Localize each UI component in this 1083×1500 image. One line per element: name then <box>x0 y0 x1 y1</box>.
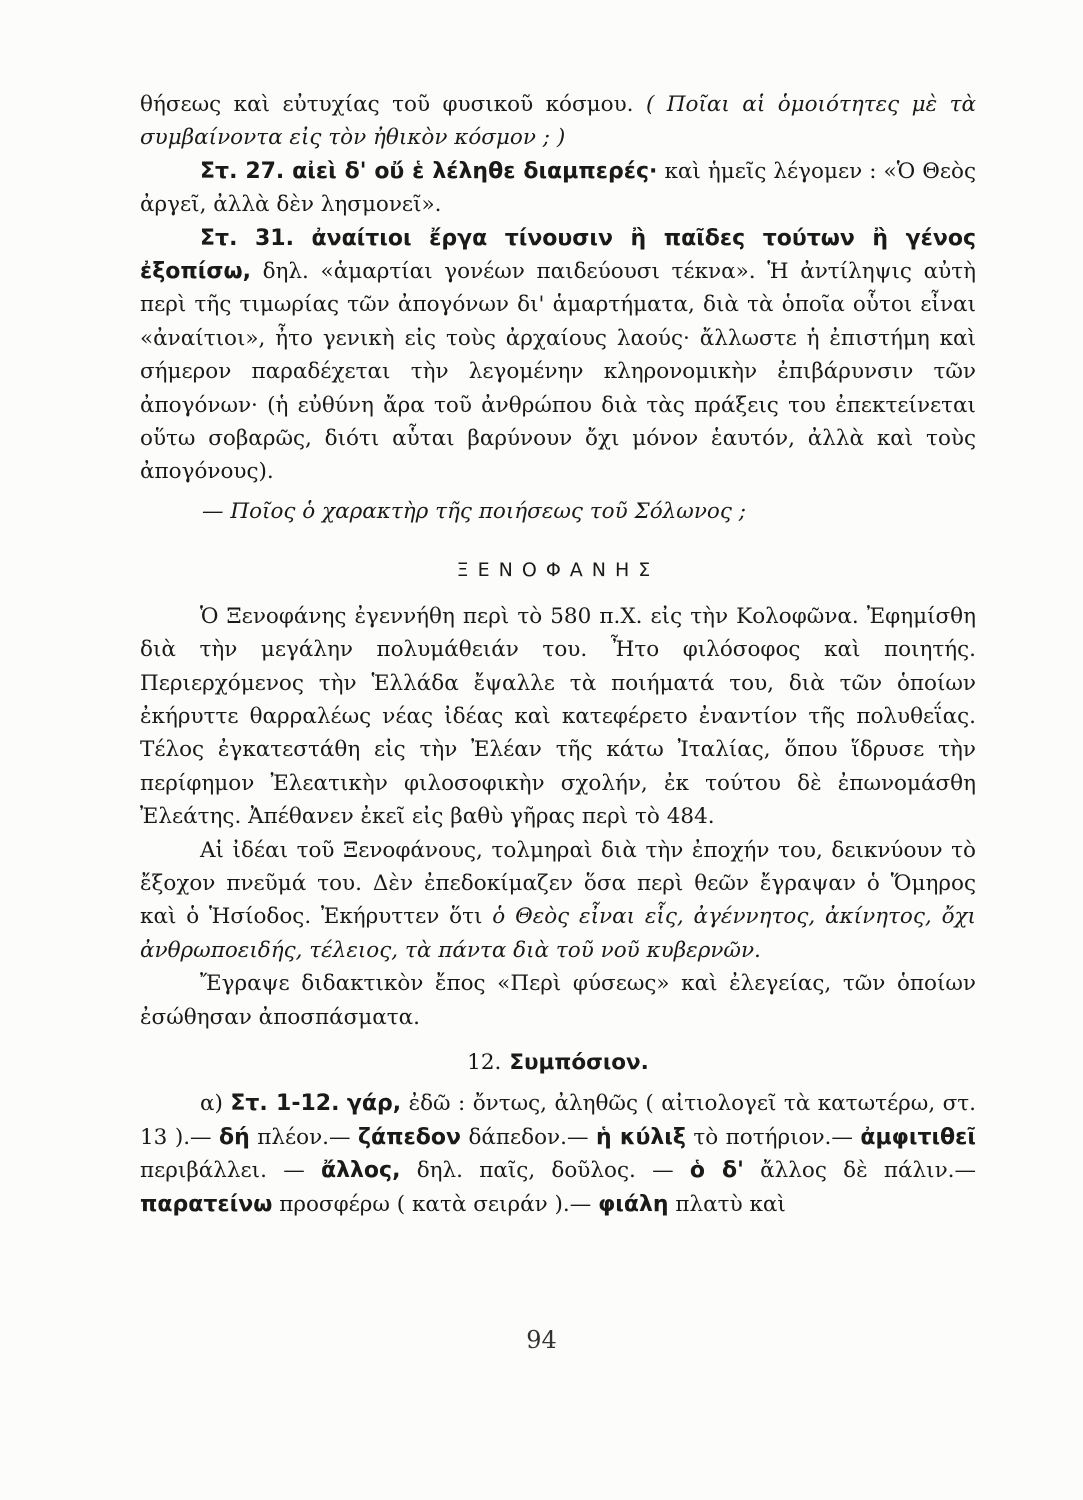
italic-question: ( Ποῖαι αἱ ὁμοιότητες μὲ τὰ συμβαίνοντα εἰς τὸν ἠθικὸν κόσμον ; ) <box>140 92 976 151</box>
glossary-definition: ἐδῶ : ὄντως, ἀληθῶς ( αἰτιολογεῖ τὰ κατωτέρω, στ. 13 ).— <box>140 1091 976 1150</box>
paragraph-text: Αἱ ἰδέαι τοῦ Ξενοφάνους, τολμηραὶ διὰ τὴν ἐποχήν του, δεικνύουν τὸ ἔξοχον πνεῦμά του. Δὲν ἐπεδοκίμαζεν ὅσα περὶ θεῶν ἔγραψαν ὁ Ὅμηρος καὶ ὁ Ἡσίοδος. Ἐκήρυττεν ὅτι <box>140 837 976 930</box>
glossary-term: ὁ δ' <box>689 1158 744 1184</box>
paragraph-line-27 <box>140 155 976 222</box>
section-heading: ΞΕΝΟΦΑΝΗΣ <box>456 559 660 582</box>
glossary-definition: δηλ. παῖς, δοῦλος. — <box>416 1158 674 1184</box>
glossary-definition: δάπεδον.— <box>468 1124 589 1150</box>
glossary-definition: προσφέρω ( κατὰ σειράν ).— <box>279 1191 592 1217</box>
paragraph-line-31 <box>140 222 976 489</box>
paragraph-text: καὶ ἡμεῖς λέγομεν : «Ὁ Θεὸς ἀργεῖ, ἀλλὰ δὲν λησμονεῖ». <box>140 158 976 218</box>
glossary-term: ἡ κύλιξ <box>595 1124 686 1150</box>
section-number: 12. <box>467 1049 502 1075</box>
paragraph-text: θήσεως καὶ εὐτυχίας τοῦ φυσικοῦ κόσμου. <box>140 92 634 117</box>
glossary-term: φιάλη <box>598 1191 669 1217</box>
verse-reference: Στ. 31. ἀναίτιοι ἔργα τίνουσιν ἢ παῖδες τούτων ἢ γένος ἐξοπίσω, <box>140 225 976 285</box>
glossary-definition: πλατὺ καὶ <box>675 1191 786 1217</box>
glossary-term: ἄλλος, <box>320 1158 401 1184</box>
paragraph-biography: Ὁ Ξενοφάνης ἐγεννήθη περὶ τὸ 580 π.Χ. εἰς τὴν Κολοφῶνα. Ἐφημίσθη διὰ τὴν μεγάλην πολυμάθειάν του. Ἦτο φιλόσοφος καὶ ποιητής. Περιερχόμενος τὴν Ἑλλάδα ἔψαλλε τὰ ποιήματά του, διὰ τῶν ὁποίων ἐκήρυττε θαρραλέως νέας ἰδέας καὶ κατεφέρετο ἐναντίον τῆς πολυθεΐας. Τέλος ἐγκατεστάθη εἰς τὴν Ἐλέαν τῆς κάτω Ἰταλίας, ὅπου ἵδρυσε τὴν περίφημον Ἐλεατικὴν φιλοσοφικὴν σχολήν, ἐκ τούτου δὲ ἐπωνομάσθη Ἐλεάτης. Ἀπέθανεν ἐκεῖ εἰς βαθὺ γῆρας περὶ τὸ 484. <box>140 603 976 830</box>
paragraph-physical-world <box>140 88 976 155</box>
body-text <box>140 88 976 1221</box>
glossary-definition: περιβάλλει. — <box>140 1158 305 1184</box>
study-question: — Ποῖος ὁ χαρακτὴρ τῆς ποιήσεως τοῦ Σόλωνος ; <box>202 498 746 524</box>
glossary-definition: ἄλλος δὲ πάλιν.— <box>760 1158 976 1184</box>
paragraph-text: δηλ. «ἁμαρτίαι γονέων παιδεύουσι τέκνα». Ἡ ἀντίληψις αὐτὴ περὶ τῆς τιμωρίας τῶν ἀπογόνων δι' ἁμαρτήματα, διὰ τὰ ὁποῖα οὗτοι εἶναι «ἀναίτιοι», ἦτο γενικὴ εἰς τοὺς ἀρχαίους λαούς· ἄλλωστε ἡ ἐπιστήμη καὶ σήμερον παραδέχεται τὴν λεγομένην κληρονομικὴν ἐπιβάρυνσιν τῶν ἀπογόνων· (ἡ εὐθύνη ἄρα τοῦ ἀνθρώπου διὰ τὰς πράξεις του ἐπεκτείνεται οὕτω σοβαρῶς, διότι αὗται βαρύνουν ὄχι μόνον ἑαυτόν, ἀλλὰ καὶ τοὺς ἀπογόνους). <box>140 259 976 485</box>
glossary-definition: πλέον.— <box>257 1124 351 1150</box>
glossary-term: δή <box>219 1124 250 1150</box>
section-title <box>140 1046 976 1079</box>
glossary-prefix: α) <box>200 1091 223 1117</box>
glossary-term: ζάπεδον <box>357 1124 461 1150</box>
section-name: Συμπόσιον. <box>509 1049 649 1075</box>
verse-reference: Στ. 27. αἰεὶ δ' οὔ ἑ λέληθε διαμπερές· <box>200 158 658 184</box>
glossary-term: γάρ, <box>346 1091 402 1117</box>
paragraph-glossary <box>140 1087 976 1221</box>
glossary-term: ἀμφιτιθεῖ <box>860 1124 976 1150</box>
verse-reference: Στ. 1-12. <box>230 1091 340 1117</box>
paragraph-ideas <box>140 834 976 968</box>
paragraph-works: Ἔγραψε διδακτικὸν ἔπος «Περὶ φύσεως» καὶ ἐλεγείας, τῶν ὁποίων ἐσώθησαν ἀποσπάσματα. <box>140 971 976 1030</box>
italic-doctrine: ὁ Θεὸς εἶναι εἷς, ἀγέννητος, ἀκίνητος, ὄχι ἀνθρωποειδής, τέλειος, τὰ πάντα διὰ τοῦ νοῦ κυβερνῶν. <box>140 904 976 963</box>
glossary-definition: τὸ ποτήριον.— <box>693 1124 853 1150</box>
page-number: 94 <box>526 1326 557 1354</box>
glossary-term: παρατείνω <box>140 1191 273 1217</box>
